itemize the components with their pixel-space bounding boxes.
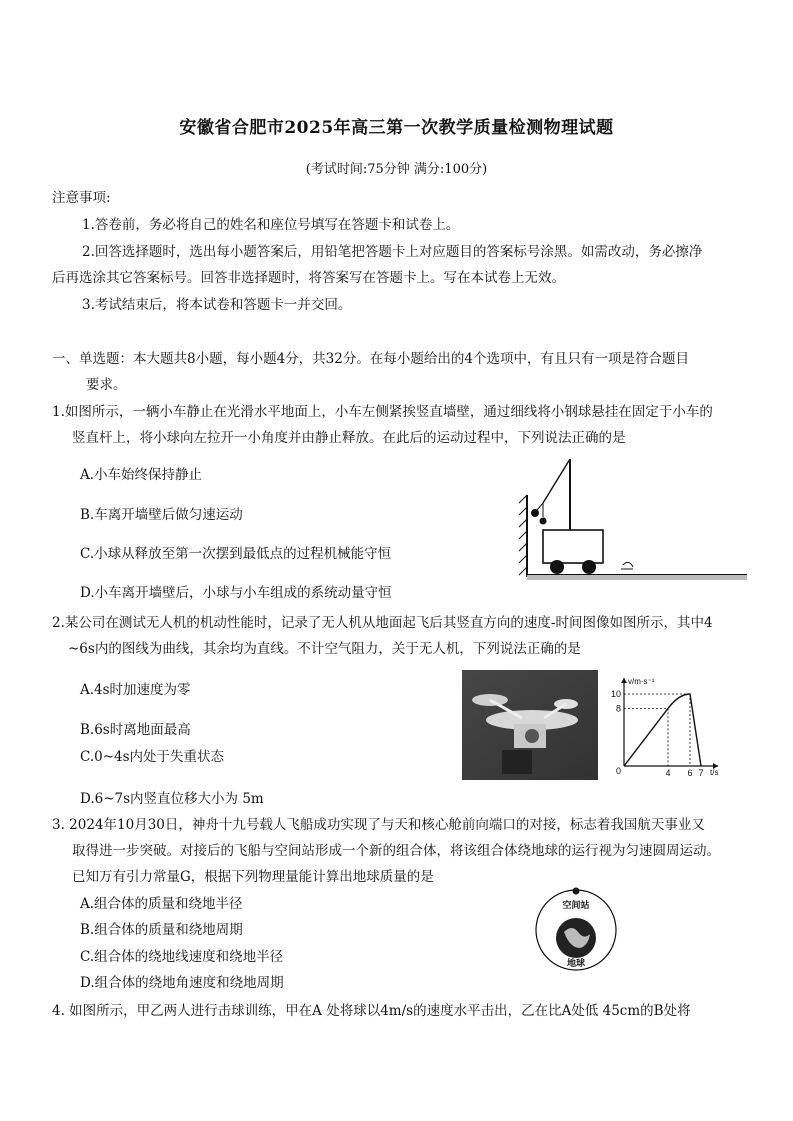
y-axis-label: v/m·s⁻¹ (628, 677, 655, 686)
space-station-icon (573, 888, 580, 895)
question-1-option-c: C.小球从释放至第一次摆到最低点的过程机械能守恒 (80, 546, 392, 562)
question-1-stem: 竖直杆上，将小球向左拉开一小角度并由静止释放。在此后的运动过程中，下列说法正确的是 (72, 430, 626, 446)
section-heading-cont: 要求。 (86, 377, 127, 393)
notice-item: 3.考试结束后，将本试卷和答题卡一并交回。 (82, 297, 352, 313)
notice-item: 1.答卷前，务必将自己的姓名和座位号填写在答题卡和试卷上。 (82, 217, 460, 233)
question-1-option-a: A.小车始终保持静止 (80, 467, 203, 483)
question-3-stem: 已知万有引力常量G，根据下列物理量能计算出地球质量的是 (72, 869, 434, 885)
velocity-time-graph (606, 674, 726, 780)
question-3-option-d: D.组合体的绕地角速度和绕地周期 (80, 975, 284, 991)
notice-item: 后再选涂其它答案标号。回答非选择题时，将答案写在答题卡上。写在本试卷上无效。 (52, 270, 565, 286)
exam-info: (考试时间:75分钟 满分:100分) (305, 162, 488, 177)
origin-label: 0 (616, 766, 622, 776)
question-2-option-d: D.6~7s内竖直位移大小为 5m (80, 791, 264, 807)
question-3-stem: 3. 2024年10月30日，神舟十九号载人飞船成功实现了与天和核心舱前向端口的对接，标志着我国航天事业又 (52, 817, 705, 833)
velocity-curve (624, 694, 701, 766)
question-2-option-b: B.6s时离地面最高 (80, 722, 191, 738)
steel-ball-icon (531, 509, 539, 517)
question-3-option-a: A.组合体的质量和绕地半径 (80, 896, 243, 912)
question-3-option-b: B.组合体的质量和绕地周期 (80, 922, 243, 938)
y-tick-label: 10 (610, 689, 621, 699)
question-2-stem: ~6s内的图线为曲线，其余均为直线。不计空气阻力，关于无人机，下列说法正确的是 (68, 641, 581, 657)
section-heading: 一、单选题：本大题共8小题，每小题4分，共32分。在每小题给出的4个选项中，有且只有一项是符合题目 (52, 351, 689, 367)
notice-item: 2.回答选择题时，选出每小题答案后，用铅笔把答题卡上对应题目的答案标号涂黑。如需改动，务必擦净 (82, 244, 703, 260)
page-title: 安徽省合肥市2025年高三第一次教学质量检测物理试题 (179, 118, 614, 138)
question-3-option-c: C.组合体的绕地线速度和绕地半径 (80, 949, 284, 965)
question-2-option-a: A.4s时加速度为零 (80, 682, 191, 698)
question-2-stem: 2.某公司在测试无人机的机动性能时，记录了无人机从地面起飞后其竖直方向的速度-时间图像如图所示，其中4 (52, 615, 713, 631)
station-label: 空间站 (562, 900, 590, 910)
drone-photo (462, 670, 598, 780)
x-tick-label: 6 (687, 768, 693, 778)
question-1-option-b: B.车离开墙壁后做匀速运动 (80, 507, 243, 523)
earth-label: 地球 (566, 958, 586, 968)
y-axis-arrow (621, 678, 627, 683)
orbit-figure (530, 882, 620, 974)
y-tick-label: 8 (615, 703, 621, 714)
x-axis-label: t/s (710, 768, 719, 777)
question-3-stem: 取得进一步突破。对接后的飞船与空间站形成一个新的组合体，将该组合体绕地球的运行视为匀速圆周运动。 (72, 843, 720, 859)
question-1-stem: 1.如图所示，一辆小车静止在光滑水平地面上，小车左侧紧挨竖直墙壁，通过细线将小钢球悬挂在固定于小车的 (52, 404, 713, 420)
question-4-stem: 4. 如图所示，甲乙两人进行击球训练，甲在A 处将球以4m/s的速度水平击出，乙在比A处低 45cm的B处将 (52, 1003, 691, 1019)
question-2-option-c: C.0~4s内处于失重状态 (80, 749, 225, 765)
x-tick-label: 7 (698, 768, 704, 778)
x-tick-label: 4 (665, 768, 671, 778)
cart-pendulum-figure (515, 455, 750, 585)
notice-heading: 注意事项: (52, 190, 111, 206)
question-1-option-d: D.小车离开墙壁后，小球与小车组成的系统动量守恒 (80, 585, 392, 601)
